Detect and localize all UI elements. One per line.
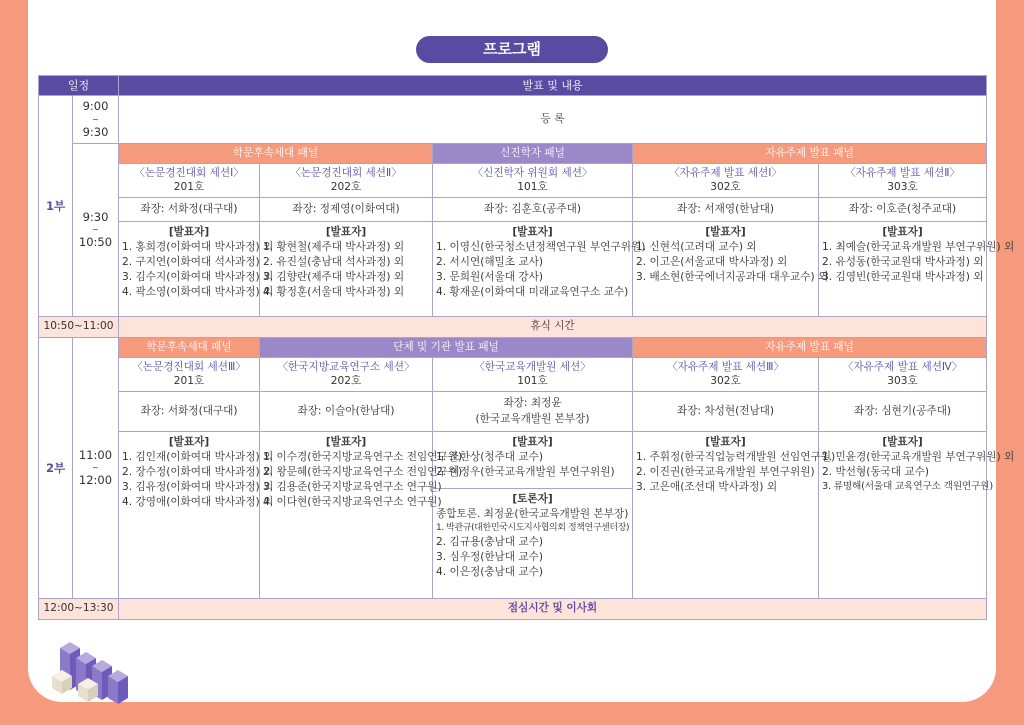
list-item: 3. 김향란(제주대 박사과정) 외: [263, 271, 405, 284]
list-item: 1. 김인재(이화여대 박사과정) 외: [122, 451, 274, 464]
presenters-p2-5: [발표자] 1. 민윤경(한국교육개발원 부연구위원) 외 2. 박선형(동국대 교수) 3. 류명해(서울대 교육연구소 객원연구원): [819, 432, 987, 599]
list-item: 2. 이정우(한국교육개발원 부연구위원): [436, 466, 615, 479]
part1-session-row: [39, 164, 987, 198]
part1-chair-row: [39, 198, 987, 222]
list-item: 2. 이고은(서울교대 박사과정) 외: [636, 256, 788, 269]
session-p2-2: 〈한국지방교육연구소 세션〉 202호: [260, 358, 433, 392]
list-item: 2. 장수정(이화여대 박사과정) 외: [122, 466, 274, 479]
part2-chair-row: [39, 392, 987, 432]
chair-p1-2: 좌장: 정제영(이화여대): [260, 198, 433, 222]
list-item: 4. 황재운(이화여대 미래교육연구소 교수): [436, 286, 629, 299]
chair-p2-2: 좌장: 이슬아(한남대): [260, 392, 433, 432]
presenters-p1-2: [발표자] 1. 황현철(제주대 박사과정) 외 2. 유진설(충남대 석사과정) 외 3. 김향란(제주대 박사과정) 외 4. 황정훈(서울대 박사과정) 외: [260, 222, 433, 317]
list-item: 2. 유성동(한국교원대 박사과정) 외: [822, 256, 984, 269]
list-item: 1. 최예슬(한국교육개발원 부연구위원) 외: [822, 241, 1015, 254]
part1-presenter-row: [39, 222, 987, 317]
part2-group-grad: 학문후속세대 패널: [119, 338, 260, 358]
list-item: 3. 김유정(이화여대 박사과정) 외: [122, 481, 274, 494]
part2-group-row: [39, 338, 987, 358]
list-item: 1. 신현석(고려대 교수) 외: [636, 241, 757, 254]
part1-group-grad: 학문후속세대 패널: [119, 144, 433, 164]
list-item: 4. 이다현(한국지방교육연구소 연구원): [263, 496, 442, 509]
session-p2-1: 〈논문경진대회 세션Ⅲ〉 201호: [119, 358, 260, 392]
part1-group-row: [39, 144, 987, 164]
list-item: 3. 김용준(한국지방교육연구소 연구원): [263, 481, 442, 494]
decorative-blocks-icon: [48, 630, 138, 710]
list-item: 2. 구지연(이화여대 석사과정): [122, 256, 260, 269]
list-item: 2. 이진권(한국교육개발원 부연구위원): [636, 466, 815, 479]
list-item: 3. 김수지(이화여대 박사과정) 외: [122, 271, 274, 284]
lunch-row: [39, 599, 987, 620]
presenters-p2-3: [433, 432, 633, 599]
list-item: 1. 이수경(한국지방교육연구소 전임연구원): [263, 451, 463, 464]
part1-group-free: 자유주제 발표 패널: [633, 144, 987, 164]
list-item: 종합토론. 최정윤(한국교육개발원 본부장): [436, 508, 629, 521]
lunch-time: 12:00~13:30: [39, 599, 119, 620]
list-item: 1. 민윤경(한국교육개발원 부연구위원) 외: [822, 451, 1015, 464]
list-item: 1. 홍희경(이화여대 박사과정) 외: [122, 241, 274, 254]
discussants-block: [토론자] 종합토론. 최정윤(한국교육개발원 본부장) 1. 박관규(대한민국시도지사협의회 정책연구센터장) 2. 김규용(충남대 교수) 3. 심우정(한남대 교수) 4. 이은정(충남대 교수): [433, 489, 632, 583]
part2-group-inst: 단체 및 기관 발표 패널: [260, 338, 633, 358]
list-item: 3. 고은애(조선대 박사과정) 외: [636, 481, 778, 494]
break-row: [39, 317, 987, 338]
part2-time: 11:00 ~ 12:00: [73, 338, 119, 599]
presenters-p1-4: [발표자] 1. 신현석(고려대 교수) 외 2. 이고은(서울교대 박사과정) 외 3. 배소현(한국에너지공과대 대우교수) 외: [633, 222, 819, 317]
list-item: 1. 박관규(대한민국시도지사협의회 정책연구센터장): [436, 523, 630, 534]
list-item: 3. 배소현(한국에너지공과대 대우교수) 외: [636, 271, 829, 284]
schedule-table: [38, 75, 1015, 620]
session-p2-3: 〈한국교육개발원 세션〉 101호: [433, 358, 633, 392]
list-item: 1. 조한상(청주대 교수): [436, 451, 543, 464]
list-item: 1. 이영신(한국청소년정책연구원 부연구위원): [436, 241, 646, 254]
page-title: 프로그램: [416, 36, 608, 63]
registration-row: [39, 96, 987, 144]
list-item: 2. 왕문혜(한국지방교육연구소 전임연구원): [263, 466, 463, 479]
break-label: 휴식 시간: [119, 317, 987, 338]
presenters-p1-3: [발표자] 1. 이영신(한국청소년정책연구원 부연구위원) 2. 서시연(해밀초 교사) 3. 문희원(서울대 강사) 4. 황재운(이화여대 미래교육연구소 교수): [433, 222, 633, 317]
chair-p2-5: 좌장: 심현기(공주대): [819, 392, 987, 432]
session-p1-3: 〈신진학자 위원회 세션〉 101호: [433, 164, 633, 198]
part2-group-free: 자유주제 발표 패널: [633, 338, 987, 358]
session-p1-4: 〈자유주제 발표 세션Ⅰ〉 302호: [633, 164, 819, 198]
chair-p1-1: 좌장: 서화정(대구대): [119, 198, 260, 222]
list-item: 2. 김규용(충남대 교수): [436, 535, 543, 548]
list-item: 3. 문희원(서울대 강사): [436, 271, 543, 284]
presenters-p2-2: [발표자] 1. 이수경(한국지방교육연구소 전임연구원) 2. 왕문혜(한국지방교육연구소 전임연구원) 3. 김용준(한국지방교육연구소 연구원) 4. 이다현(한국지방교육연구소 연구원): [260, 432, 433, 599]
list-item: 4. 이은정(충남대 교수): [436, 565, 543, 578]
part2-label: 2부: [39, 338, 73, 599]
list-item: 3. 류명해(서울대 교육연구소 객원연구원): [822, 481, 993, 493]
part1-label: 1부: [39, 96, 73, 317]
list-item: 2. 박선형(동국대 교수): [822, 466, 929, 479]
list-item: 4. 곽소영(이화여대 박사과정) 외: [122, 286, 274, 299]
chair-p2-3: 좌장: 최정윤 (한국교육개발원 본부장): [433, 392, 633, 432]
registration-label: 등 록: [119, 96, 987, 144]
part2-presenter-row: [39, 432, 987, 599]
session-p2-4: 〈자유주제 발표 세션Ⅲ〉 302호: [633, 358, 819, 392]
content-column-header: 발표 및 내용: [119, 76, 987, 96]
session-p1-5: 〈자유주제 발표 세션Ⅱ〉 303호: [819, 164, 987, 198]
list-item: 3. 김영빈(한국교원대 박사과정) 외: [822, 271, 984, 284]
date-column-header: 일정: [39, 76, 119, 96]
presenters-block: [발표자] 1. 조한상(청주대 교수) 2. 이정우(한국교육개발원 부연구위원): [433, 432, 632, 489]
chair-p2-1: 좌장: 서화정(대구대): [119, 392, 260, 432]
chair-p2-4: 좌장: 차성현(전남대): [633, 392, 819, 432]
session-p2-5: 〈자유주제 발표 세션Ⅳ〉 303호: [819, 358, 987, 392]
list-item: 2. 유진설(충남대 석사과정) 외: [263, 256, 405, 269]
list-item: 1. 황현철(제주대 박사과정) 외: [263, 241, 405, 254]
presenters-p1-1: [발표자] 1. 홍희경(이화여대 박사과정) 외 2. 구지연(이화여대 석사과정) 3. 김수지(이화여대 박사과정) 외 4. 곽소영(이화여대 박사과정) 외: [119, 222, 260, 317]
list-item: 1. 주휘정(한국직업능력개발원 선임연구원): [636, 451, 836, 464]
break-time: 10:50~11:00: [39, 317, 119, 338]
table-header-row: [39, 76, 987, 96]
chair-p1-3: 좌장: 김훈호(공주대): [433, 198, 633, 222]
list-item: 4. 황정훈(서울대 박사과정) 외: [263, 286, 405, 299]
part1-group-new: 신진학자 패널: [433, 144, 633, 164]
list-item: 2. 서시연(해밀초 교사): [436, 256, 543, 269]
session-p1-2: 〈논문경진대회 세션Ⅱ〉 202호: [260, 164, 433, 198]
list-item: 3. 심우정(한남대 교수): [436, 550, 543, 563]
session-p1-1: 〈논문경진대회 세션Ⅰ〉 201호: [119, 164, 260, 198]
registration-time: 9:00 ~ 9:30: [73, 96, 119, 144]
presenters-p2-4: [발표자] 1. 주휘정(한국직업능력개발원 선임연구원) 2. 이진권(한국교육개발원 부연구위원) 3. 고은애(조선대 박사과정) 외: [633, 432, 819, 599]
list-item: 4. 강영애(이화여대 박사과정) 외: [122, 496, 274, 509]
presenters-p1-5: [발표자] 1. 최예슬(한국교육개발원 부연구위원) 외 2. 유성동(한국교원대 박사과정) 외 3. 김영빈(한국교원대 박사과정) 외: [819, 222, 987, 317]
part2-session-row: [39, 358, 987, 392]
presenters-p2-1: [발표자] 1. 김인재(이화여대 박사과정) 외 2. 장수정(이화여대 박사과정) 외 3. 김유정(이화여대 박사과정) 외 4. 강영애(이화여대 박사과정) 외: [119, 432, 260, 599]
part1-time: 9:30 ~ 10:50: [73, 144, 119, 317]
chair-p1-5: 좌장: 이호준(청주교대): [819, 198, 987, 222]
lunch-label: 점심시간 및 이사회: [119, 599, 987, 620]
chair-p1-4: 좌장: 서재영(한남대): [633, 198, 819, 222]
